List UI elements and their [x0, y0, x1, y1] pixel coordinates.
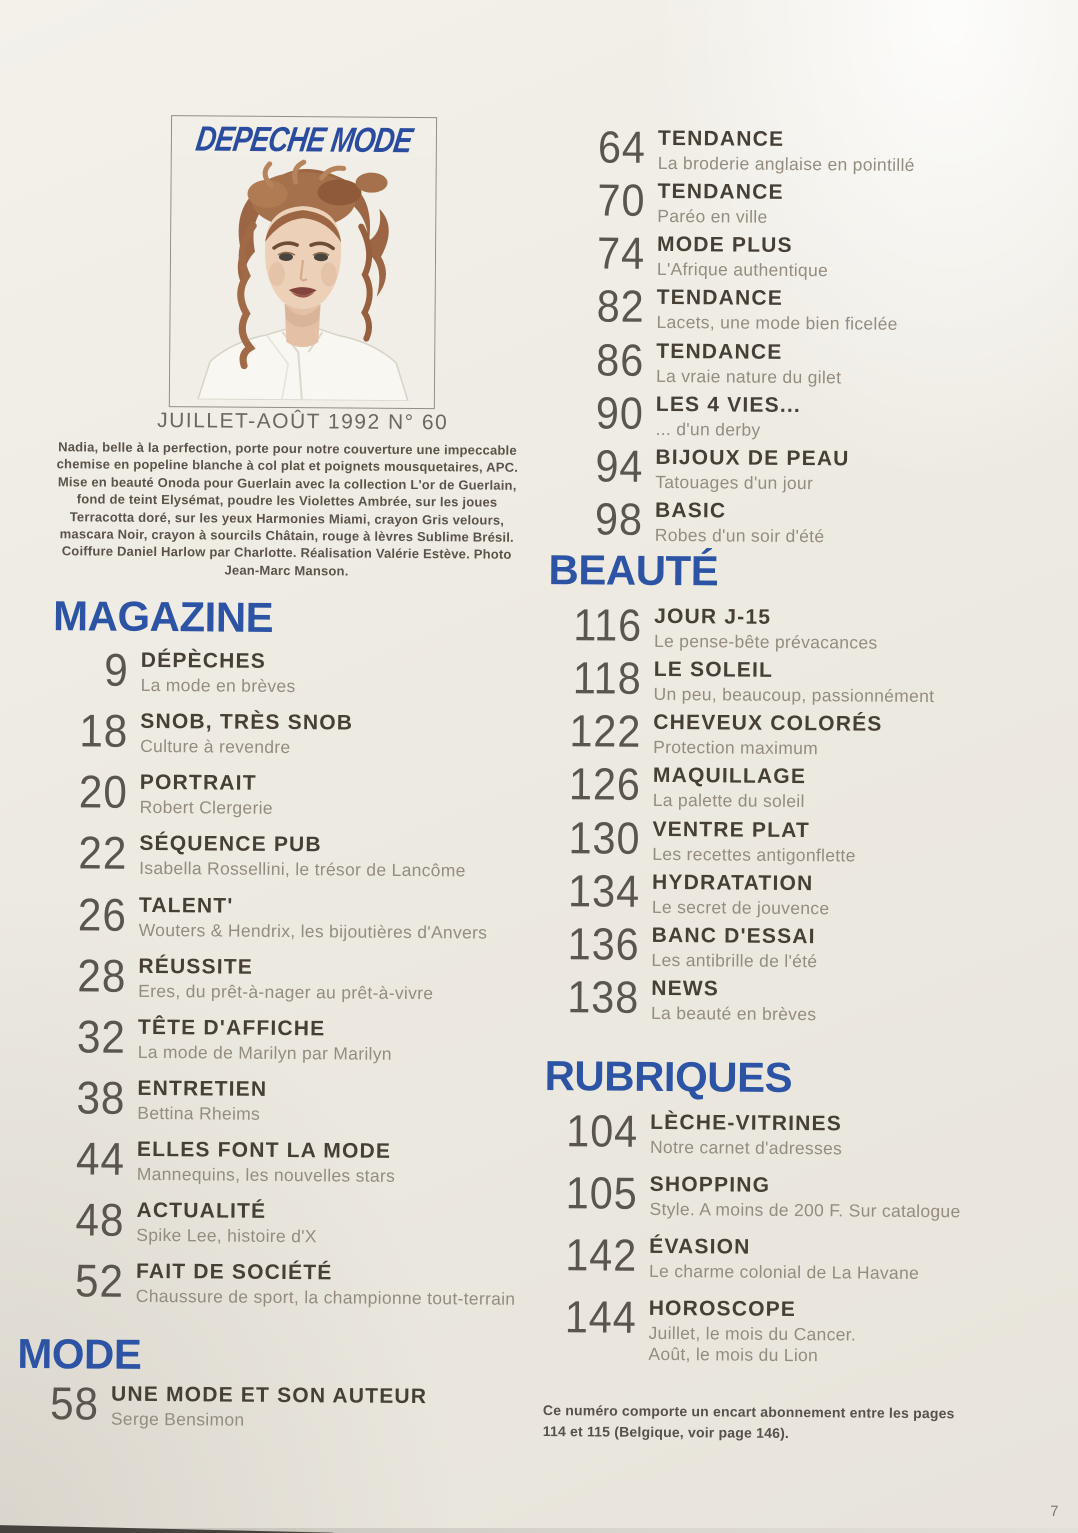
toc-item [544, 864, 1054, 920]
toc-item-title: SHOPPING [649, 1173, 771, 1197]
toc-list-mode-continued [547, 121, 1060, 555]
toc-item-text [136, 1260, 516, 1309]
toc-item-text [111, 1383, 427, 1432]
toc-page-number: 20 [78, 765, 128, 819]
toc-item [41, 1132, 551, 1187]
toc-list-rubriques [540, 1105, 1052, 1383]
toc-item [548, 387, 1058, 442]
toc-page-number: 134 [567, 864, 641, 917]
toc-item-title: HOROSCOPE [648, 1297, 797, 1322]
toc-item-text [658, 127, 915, 175]
toc-item-subtitle: La broderie anglaise en pointillé [657, 152, 915, 175]
toc-item-subtitle: Eres, du prêt-à-nager au prêt-à-vivre [138, 980, 434, 1003]
toc-page-number: 122 [569, 705, 642, 758]
toc-item-text [653, 711, 883, 759]
toc-item [541, 1229, 1051, 1284]
toc-item-title: HYDRATATION [652, 870, 814, 895]
toc-item [45, 643, 555, 698]
toc-item-text [657, 180, 784, 227]
section-heading-rubriques: RUBRIQUES [544, 1052, 793, 1101]
toc-page-number: 90 [595, 387, 644, 439]
toc-item-text [140, 710, 353, 758]
toc-item-title: TENDANCE [657, 126, 785, 151]
toc-item [547, 493, 1057, 548]
toc-list-mode [15, 1377, 525, 1447]
toc-item-title: BASIC [654, 498, 727, 523]
section-heading-magazine: MAGAZINE [52, 592, 274, 641]
toc-item-title: TENDANCE [656, 286, 784, 311]
toc-item-subtitle: La mode en brèves [140, 674, 296, 697]
toc-item-text [137, 1138, 396, 1186]
toc-item-text [136, 1199, 317, 1247]
toc-page-number: 136 [567, 917, 640, 970]
toc-item-text [648, 1297, 856, 1365]
toc-item [550, 121, 1060, 176]
toc-item-subtitle: Lacets, une mode bien ficelée [656, 312, 898, 335]
toc-item [544, 811, 1054, 867]
toc-page-number: 58 [49, 1377, 100, 1430]
toc-list-beaute [543, 599, 1056, 1033]
toc-item-subtitle: Culture à revendre [140, 735, 291, 758]
toc-item-subtitle: La beauté en brèves [650, 1002, 817, 1025]
toc-item-text [654, 605, 878, 653]
toc-item-subtitle: Spike Lee, histoire d'X [136, 1224, 317, 1247]
toc-item [545, 758, 1055, 813]
toc-item-title: ÉVASION [649, 1235, 751, 1259]
toc-item-text [140, 771, 274, 818]
toc-item [43, 826, 553, 881]
toc-item-subtitle: La palette du soleil [652, 790, 805, 812]
toc-item-subtitle: Juillet, le mois du Cancer. Août, le mois du Lion [648, 1323, 857, 1365]
toc-item-text [656, 286, 898, 334]
toc-page-number: 74 [596, 227, 646, 280]
toc-item [546, 599, 1056, 654]
toc-page-number: 18 [79, 704, 129, 757]
toc-item-title: LÈCHE-VITRINES [650, 1110, 843, 1136]
toc-page-number: 104 [566, 1105, 639, 1157]
toc-item [543, 917, 1053, 973]
toc-item [42, 949, 552, 1004]
toc-page-number: 48 [75, 1193, 125, 1246]
toc-item-text [139, 832, 466, 881]
toc-item-subtitle: Style. A moins de 200 F. Sur catalogue [649, 1199, 961, 1222]
toc-page-number: 86 [596, 333, 645, 386]
toc-item-text [138, 1016, 392, 1064]
toc-item-title: PORTRAIT [139, 771, 257, 796]
toc-item-title: ACTUALITÉ [136, 1198, 267, 1223]
toc-item-title: TENDANCE [657, 180, 784, 205]
toc-item-subtitle: Chaussure de sport, la championne tout-terrain [135, 1286, 516, 1310]
toc-item-title: LE SOLEIL [653, 658, 774, 682]
toc-item [549, 227, 1059, 282]
toc-item [548, 333, 1058, 389]
toc-item-title: MODE PLUS [657, 233, 793, 258]
toc-item-title: RÉUSSITE [138, 954, 254, 979]
toc-item-title: CHEVEUX COLORÉS [653, 711, 883, 736]
toc-item-title: BANC D'ESSAI [651, 923, 816, 948]
toc-item [545, 652, 1055, 707]
toc-item-subtitle: Wouters & Hendrix, les bijoutières d'Anvers [138, 919, 488, 943]
toc-page-number: 98 [594, 493, 644, 545]
toc-page-number: 70 [597, 174, 646, 226]
section-heading-beaute: BEAUTÉ [548, 546, 719, 595]
section-heading-mode: MODE [17, 1329, 142, 1378]
toc-page-number: 82 [596, 280, 645, 333]
toc-item-subtitle: La vraie nature du gilet [655, 365, 842, 387]
toc-item-subtitle: Tatouages d'un jour [655, 471, 814, 493]
toc-item [44, 704, 554, 759]
toc-item [547, 440, 1057, 495]
toc-item-title: TENDANCE [656, 339, 783, 364]
toc-item-title: LES 4 VIES... [655, 392, 802, 417]
toc-item-title: SNOB, TRÈS SNOB [140, 709, 354, 735]
toc-page-number: 144 [564, 1291, 637, 1344]
toc-item-text [651, 977, 817, 1024]
toc-item-title: FAIT DE SOCIÉTÉ [135, 1260, 333, 1285]
toc-item-title: JOUR J-15 [654, 604, 772, 629]
toc-item-title: SÉQUENCE PUB [139, 832, 322, 857]
toc-item-text [657, 233, 829, 280]
toc-item [42, 1010, 552, 1065]
toc-item-text [651, 924, 817, 971]
toc-page-number: 94 [595, 440, 644, 492]
insert-note: Ce numéro comporte un encart abonnement entre les pages 114 et 115 (Belgique, voir page 146). [542, 1402, 955, 1441]
page-number: 7 [1050, 1503, 1059, 1521]
toc-item [43, 887, 553, 943]
toc-item-subtitle: Le charme colonial de La Havane [648, 1261, 920, 1284]
toc-item-title: TALENT' [138, 893, 234, 918]
toc-item-text [649, 1235, 919, 1283]
toc-item-title: MAQUILLAGE [652, 764, 807, 789]
toc-item-text [655, 446, 850, 494]
toc-page-number: 38 [76, 1071, 126, 1124]
toc-item [15, 1377, 525, 1432]
toc-item-title: NEWS [651, 976, 720, 1001]
toc-item-title: VENTRE PLAT [652, 817, 811, 842]
cover-photo [170, 155, 436, 401]
toc-item [40, 1254, 550, 1310]
toc-item [549, 174, 1059, 229]
toc-item-title: DÉPÈCHES [140, 648, 267, 673]
toc-page-number: 28 [77, 949, 127, 1002]
toc-page-number: 138 [567, 971, 640, 1023]
toc-item-title: ELLES FONT LA MODE [136, 1137, 392, 1163]
magazine-cover [169, 115, 437, 409]
toc-item-subtitle: Les recettes antigonflette [652, 843, 856, 865]
toc-page-number: 52 [74, 1254, 125, 1308]
toc-page-number: 22 [78, 826, 128, 880]
toc-item-subtitle: Le pense-bête prévacances [653, 630, 878, 653]
toc-page-number: 118 [572, 652, 642, 704]
toc-page-number: 44 [75, 1132, 126, 1185]
toc-page-number: 32 [76, 1010, 127, 1063]
toc-item-subtitle: L'Afrique authentique [656, 259, 829, 281]
toc-item-subtitle: La mode de Marilyn par Marilyn [137, 1041, 392, 1064]
toc-item-subtitle: Les antibrille de l'été [651, 949, 818, 971]
toc-item-text [653, 658, 934, 706]
toc-item-subtitle: Robes d'un soir d'été [654, 524, 825, 547]
toc-item-title: BIJOUX DE PEAU [655, 445, 850, 471]
toc-page-number: 26 [77, 887, 128, 941]
toc-page-number: 9 [104, 643, 129, 696]
toc-page-number: 142 [565, 1229, 638, 1282]
toc-item-subtitle: Un peu, beaucoup, passionnément [653, 684, 935, 707]
toc-item-text [138, 954, 433, 1002]
cover-caption: Nadia, belle à la perfection, porte pour notre couverture une impeccable chemise en popeline blanche à col plat et poignets mousquetaires, APC. Mise en beauté Onoda pour Guerlain avec la collection L'or de Guerlain, fond de teint Elysémat, poudre les Violettes Ambrée, sur les joues Terracotta doré, sur les yeux Harmonies Miami, crayon Gris velours, mascara Noir, crayon à sourcils Châtain, rouge à lèvres Sublime Brésil. Coiffure Daniel Harlow par Charlotte. Réalisation Valérie Estève. Photo Jean-Marc Manson. [56, 439, 519, 579]
issue-line: JUILLET-AOÛT 1992 N° 60 [157, 408, 449, 435]
cover-logo: DEPECHE MODE [193, 119, 415, 160]
toc-item-text [650, 1111, 842, 1159]
toc-item-subtitle: Le secret de jouvence [651, 896, 830, 918]
toc-item-text [655, 499, 825, 546]
toc-item-title: UNE MODE ET SON AUTEUR [110, 1382, 428, 1409]
toc-item-text [653, 764, 807, 811]
toc-item [541, 1167, 1051, 1222]
toc-item-text [656, 339, 842, 387]
toc-item-subtitle: Notre carnet d'adresses [649, 1136, 843, 1159]
toc-item [540, 1291, 1051, 1366]
toc-item-subtitle: Bettina Rheims [137, 1102, 261, 1124]
toc-item-text [652, 817, 856, 865]
toc-item-subtitle: Robert Clergerie [139, 797, 273, 819]
toc-item [40, 1193, 550, 1248]
toc-item-text [656, 393, 802, 440]
toc-item [44, 765, 554, 820]
toc-item-text [139, 893, 488, 942]
toc-page-number: 126 [568, 758, 642, 811]
toc-item [545, 705, 1055, 760]
toc-list-magazine [40, 643, 555, 1324]
toc-item-text [649, 1173, 960, 1222]
toc-item-subtitle: Serge Bensimon [110, 1408, 245, 1430]
toc-item-subtitle: Protection maximum [653, 737, 819, 759]
toc-item-text [137, 1077, 267, 1124]
toc-item-title: TÊTE D'AFFICHE [137, 1015, 326, 1041]
toc-item-subtitle: Mannequins, les nouvelles stars [136, 1163, 396, 1186]
toc-item [543, 971, 1053, 1026]
toc-item-subtitle: ... d'un derby [655, 418, 761, 440]
toc-item [41, 1071, 551, 1126]
toc-item-text [652, 871, 830, 919]
toc-page-number: 130 [568, 811, 641, 864]
toc-page-number: 116 [573, 599, 643, 651]
toc-page-number: 105 [565, 1167, 638, 1219]
toc-item-text [141, 649, 296, 696]
toc-page-number: 64 [597, 121, 647, 173]
toc-item-subtitle: Paréo en ville [657, 206, 768, 227]
toc-item-subtitle: Isabella Rossellini, le trésor de Lancôme [139, 858, 466, 881]
toc-item-title: ENTRETIEN [137, 1076, 268, 1101]
toc-item [548, 280, 1058, 335]
toc-item [542, 1105, 1052, 1160]
